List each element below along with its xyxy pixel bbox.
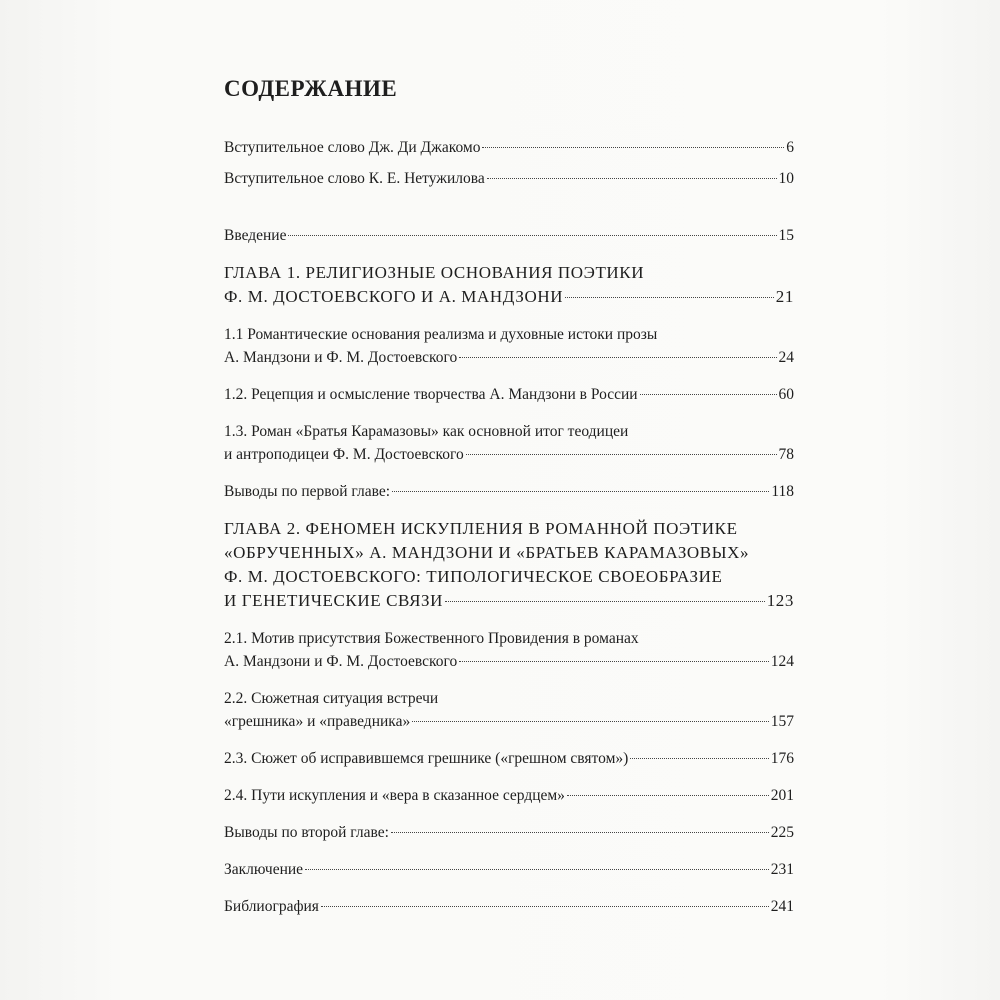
dot-leader: [567, 795, 769, 796]
toc-page-number: 124: [770, 653, 794, 670]
dot-leader: [412, 721, 769, 722]
dot-leader: [321, 906, 769, 907]
toc-entry-title: 2.3. Сюжет об исправившемся грешнике («грешном святом»): [224, 750, 629, 767]
dot-leader: [391, 832, 769, 833]
toc-page-number: 78: [778, 446, 794, 463]
toc-entry-title-line: 1.1 Романтические основания реализма и духовные истоки прозы: [224, 326, 658, 343]
dot-leader: [288, 235, 776, 236]
toc-page-number: 21: [775, 287, 794, 306]
toc-page-number: 123: [766, 591, 794, 610]
toc-entry-chapter-2: [224, 517, 794, 613]
toc-page-number: 6: [786, 139, 794, 156]
toc-entry-title-line: 1.3. Роман «Братья Карамазовы» как основной итог теодицеи: [224, 423, 629, 440]
toc-entry-title: Вступительное слово Дж. Ди Джакомо: [224, 139, 481, 156]
toc-entry-conclusion: [224, 858, 794, 881]
dot-leader: [459, 661, 769, 662]
dot-leader: [630, 758, 768, 759]
page-title: СОДЕРЖАНИЕ: [224, 76, 398, 101]
toc-page-number: 24: [778, 349, 794, 366]
toc-entry-title: Выводы по второй главе:: [224, 824, 389, 841]
dot-leader: [482, 147, 784, 148]
toc-page-number: 118: [771, 483, 794, 500]
toc-entry-intro-word-netuzhilov: [224, 167, 794, 190]
toc-entry-title: Выводы по первой главе:: [224, 483, 391, 500]
toc-page-number: 60: [778, 386, 794, 403]
dot-leader: [459, 357, 776, 358]
toc-entry-conclusions-chapter-1: [224, 480, 794, 503]
toc-entry-intro-word-di-giacomo: [224, 136, 794, 159]
toc-entry-title: 1.2. Рецепция и осмысление творчества А. Мандзони в России: [224, 386, 638, 403]
toc-page-number: 157: [770, 713, 794, 730]
toc-entry-title-line: 2.1. Мотив присутствия Божественного Провидения в романах: [224, 630, 639, 647]
dot-leader: [466, 454, 777, 455]
toc-entry-introduction: [224, 224, 794, 247]
toc-entry-title-line: «грешника» и «праведника»: [224, 713, 411, 730]
toc-page-number: 241: [770, 898, 794, 915]
toc-entry-title: 2.4. Пути искупления и «вера в сказанное сердцем»: [224, 787, 565, 804]
toc-entry-title-line: А. Мандзони и Ф. М. Достоевского: [224, 349, 458, 366]
toc-entry-title: Введение: [224, 227, 287, 244]
toc-page-number: 10: [778, 170, 794, 187]
toc-entry-bibliography: [224, 895, 794, 918]
toc-page-number: 176: [770, 750, 794, 767]
toc-entry-title: Библиография: [224, 898, 319, 915]
dot-leader: [565, 297, 774, 298]
toc-entry-title-line: ГЛАВА 2. ФЕНОМЕН ИСКУПЛЕНИЯ В РОМАННОЙ ПОЭТИКЕ: [224, 519, 738, 538]
dot-leader: [640, 394, 777, 395]
toc-entry-title-line: «ОБРУЧЕННЫХ» А. МАНДЗОНИ И «БРАТЬЕВ КАРАМАЗОВЫХ»: [224, 543, 750, 562]
toc-page-number: 15: [778, 227, 794, 244]
toc-entry-conclusions-chapter-2: [224, 821, 794, 844]
toc-page-number: 231: [770, 861, 794, 878]
toc-page-number: 225: [770, 824, 794, 841]
toc-entry-title-line: и антроподицеи Ф. М. Достоевского: [224, 446, 464, 463]
toc-entry-section-1-1: [224, 323, 794, 369]
toc-entry-title-line: И ГЕНЕТИЧЕСКИЕ СВЯЗИ: [224, 591, 444, 610]
toc-entry-title: Вступительное слово К. Е. Нетужилова: [224, 170, 485, 187]
toc-entry-section-2-2: [224, 687, 794, 733]
toc-entry-title-line: ГЛАВА 1. РЕЛИГИОЗНЫЕ ОСНОВАНИЯ ПОЭТИКИ: [224, 263, 645, 282]
toc-entry-section-2-4: [224, 784, 794, 807]
toc-entry-chapter-1: [224, 261, 794, 309]
toc-page-number: 201: [770, 787, 794, 804]
toc-entry-title-line: Ф. М. ДОСТОЕВСКОГО И А. МАНДЗОНИ: [224, 287, 564, 306]
dot-leader: [445, 601, 765, 602]
toc-entry-section-1-2: [224, 383, 794, 406]
dot-leader: [487, 178, 777, 179]
dot-leader: [305, 869, 769, 870]
table-of-contents: [224, 136, 794, 918]
dot-leader: [392, 491, 769, 492]
toc-entry-section-1-3: [224, 420, 794, 466]
toc-entry-title-line: Ф. М. ДОСТОЕВСКОГО: ТИПОЛОГИЧЕСКОЕ СВОЕОБРАЗИЕ: [224, 567, 723, 586]
toc-entry-section-2-1: [224, 627, 794, 673]
toc-entry-section-2-3: [224, 747, 794, 770]
toc-entry-title-line: 2.2. Сюжетная ситуация встречи: [224, 690, 439, 707]
toc-entry-title-line: А. Мандзони и Ф. М. Достоевского: [224, 653, 458, 670]
toc-entry-title: Заключение: [224, 861, 304, 878]
